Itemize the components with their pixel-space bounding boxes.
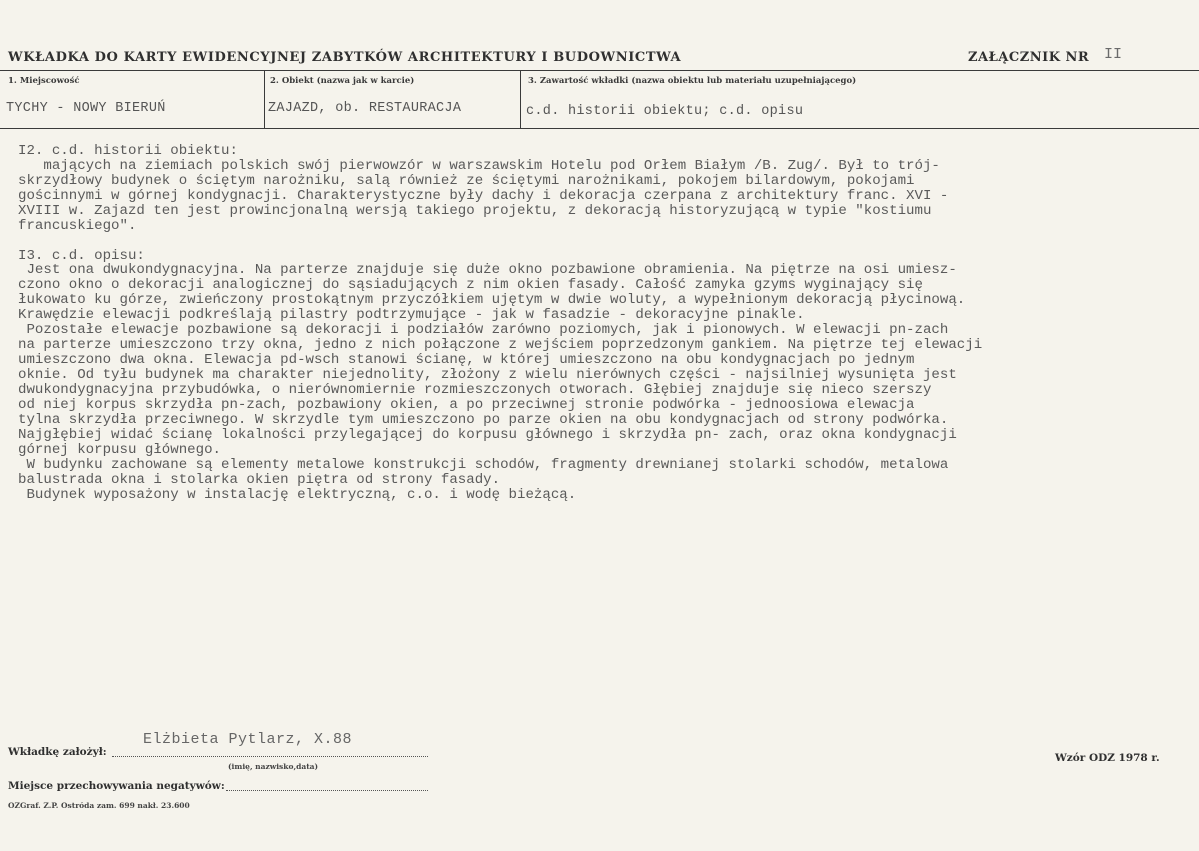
form-model: Wzór ODZ 1978 r. [1055,752,1160,764]
body-line: francuskiego". [18,218,137,234]
body-line: czono okno o dekoracji analogicznej do sąsiadujących z nim okien fasady. Całość zamyka gzyms wyginający się [18,277,923,293]
field-value-object: ZAJAZD, ob. RESTAURACJA [268,101,462,116]
annex-number: II [1104,46,1123,63]
body-line: od niej korpus skrzydła pn-zach, pozbawiony okien, a po przeciwnej stronie podwórka - jednoosiowa elewacja [18,397,915,413]
body-line: Budynek wyposażony w instalację elektryczną, c.o. i wodę bieżącą. [18,487,577,503]
body-line: tylna skrzydła przeciwnego. W skrzydle tym umieszczono po parze okien na obu kondygnacjach od strony podwórka. [18,412,949,428]
fields-bottom-rule [0,128,1199,129]
body-line: górnej korpusu głównego. [18,442,221,458]
body-line: dwukondygnacyjna przybudówka, o nierównomiernie rozmieszczonych otworach. Głębiej znajduje się nieco szerszy [18,382,932,398]
negatives-dotted-line [226,790,428,791]
body-line: Krawędzie elewacji podkreślają pilastry podtrzymujące - jak w fasadzie - dekoracyjne pinakle. [18,307,805,323]
body-line: Najgłębiej widać ścianę lokalności przylegającej do korpusu głównego i skrzydła pn- zach, oraz okna kondygnacji [18,427,957,443]
compiler-value: Elżbieta Pytlarz, X.88 [143,731,353,748]
body-line: I2. c.d. historii obiektu: [18,143,238,159]
header-rule [0,70,1199,71]
field-value-locality: TYCHY - NOWY BIERUŃ [6,101,166,116]
body-line: na parterze umieszczono trzy okna, jedno z nich połączone z wejściem poprzedzonym gankiem. Na piętrze tej elewacji [18,337,983,353]
field-value-contents: c.d. historii obiektu; c.d. opisu [526,104,804,119]
annex-label: ZAŁĄCZNIK NR [968,50,1090,65]
field-divider-2 [520,70,521,128]
field-divider-1 [264,70,265,128]
body-line: gościnnymi w górnej kondygnacji. Charakterystyczne były dachy i dekoracja czerpana z architektury franc. XVI - [18,188,949,204]
body-line: mających na ziemiach polskich swój pierwowzór w warszawskim Hotelu pod Orłem Białym /B. Zug/. Był to trój- [18,158,940,174]
body-line: XVIII w. Zajazd ten jest prowincjonalną wersją takiego projektu, z dekoracją historyzującą w typie "kostiumu [18,203,932,219]
body-line: łukowato ku górze, zwieńczony prostokątnym przyczółkiem ujętym w dwie woluty, a wypełnionym dekoracją płycinową. [18,292,966,308]
negatives-label: Miejsce przechowywania negatywów: [8,780,225,792]
body-line: Pozostałe elewacje pozbawione są dekoracji i podziałów zarówno poziomych, jak i pionowych. W elewacji pn-zach [18,322,949,338]
body-line: balustrada okna i stolarka okien piętra od strony fasady. [18,472,501,488]
body-line: Jest ona dwukondygnacyjna. Na parterze znajduje się duże okno pozbawione obramienia. Na piętrze na osi umiesz- [18,262,957,278]
print-info: OZGraf. Z.P. Ostróda zam. 699 nakł. 23.600 [8,801,190,810]
form-title: WKŁADKA DO KARTY EWIDENCYJNEJ ZABYTKÓW ARCHITEKTURY I BUDOWNICTWA [8,50,682,65]
field-label-object: 2. Obiekt (nazwa jak w karcie) [270,76,415,86]
body-line: oknie. Od tyłu budynek ma charakter niejednolity, złożony z wielu nierównych części - najsilniej wysunięta jest [18,367,957,383]
field-label-locality: 1. Miejscowość [8,76,80,86]
compiler-dotted-line [112,756,428,757]
field-label-contents: 3. Zawartość wkładki (nazwa obiektu lub materiału uzupełniającego) [528,76,857,86]
compiler-caption: (imię, nazwisko,data) [228,762,319,771]
body-line: W budynku zachowane są elementy metalowe konstrukcji schodów, fragmenty drewnianej stolarki schodów, metalowa [18,457,949,473]
compiler-label: Wkładkę założył: [8,746,107,758]
body-line: umieszczono dwa okna. Elewacja pd-wsch stanowi ścianę, w której umieszczono na obu kondygnacjach po jednym [18,352,915,368]
body-line: skrzydłowy budynek o ściętym narożniku, salą również ze ściętymi narożnikami, pokojem bilardowym, pokojami [18,173,915,189]
body-line: I3. c.d. opisu: [18,248,145,264]
